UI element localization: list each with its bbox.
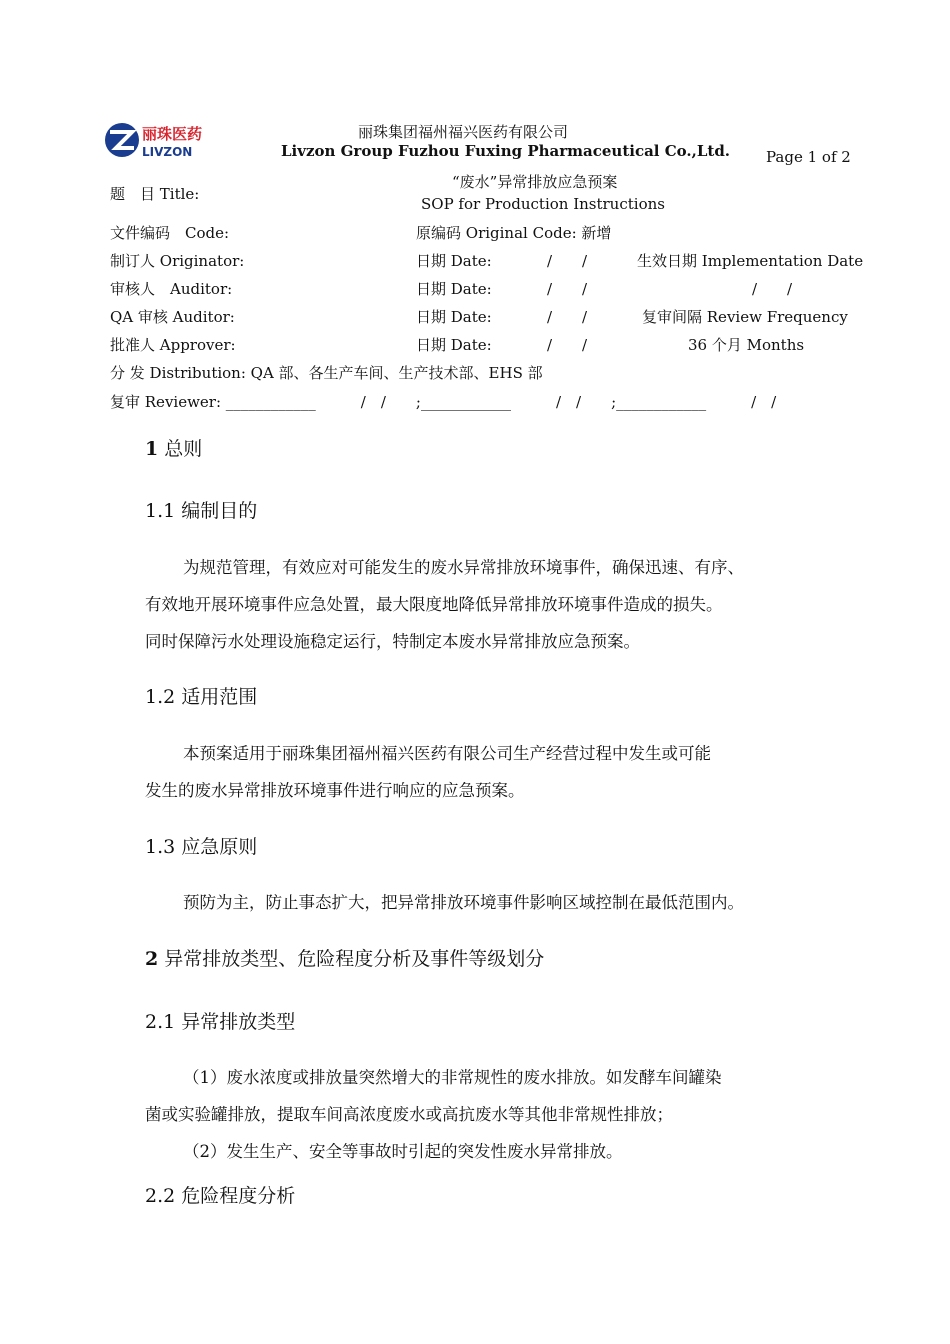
logo-text-en: LIVZON (142, 145, 193, 159)
section-1-2-heading: 1.2 适用范围 (145, 686, 258, 708)
implementation-date-slashes: / / (752, 280, 793, 298)
company-name-cn: 丽珠集团福州福兴医药有限公司 (358, 123, 569, 141)
code-label: 文件编码 Code: (110, 224, 230, 242)
originator-label: 制订人 Originator: (110, 252, 245, 270)
originator-date-label: 日期 Date: (416, 252, 492, 270)
section-1-title: 总则 (158, 438, 203, 460)
section-2-title: 异常排放类型、危险程度分析及事件等级划分 (158, 948, 545, 970)
qa-date-slashes: / / (547, 308, 588, 326)
qa-auditor-label: QA 审核 Auditor: (110, 308, 235, 326)
approver-date-label: 日期 Date: (416, 336, 492, 354)
qa-date-label: 日期 Date: (416, 308, 492, 326)
approver-label: 批准人 Approver: (110, 336, 236, 354)
section-2-number: 2 (145, 948, 159, 970)
section-1-3-heading: 1.3 应急原则 (145, 836, 258, 858)
auditor-date-label: 日期 Date: (416, 280, 492, 298)
originator-date-slashes: / / (547, 252, 588, 270)
para-2-1-line-3: （2）发生生产、安全等事故时引起的突发性废水异常排放。 (183, 1142, 623, 1161)
auditor-label: 审核人 Auditor: (110, 280, 233, 298)
approver-date-slashes: / / (547, 336, 588, 354)
section-1-number: 1 (145, 438, 159, 460)
para-1-2-line-2: 发生的废水异常排放环境事件进行响应的应急预案。 (145, 781, 525, 800)
company-name-en: Livzon Group Fuzhou Fuxing Pharmaceutical Co.,Ltd. (281, 142, 731, 160)
livzon-logo-icon (104, 121, 210, 159)
document-title-cn: “废水”异常排放应急预案 (452, 173, 618, 191)
logo-text-cn: 丽珠医药 (142, 125, 203, 143)
original-code: 原编码 Original Code: 新增 (416, 224, 612, 242)
section-2-heading (145, 944, 544, 971)
page-number: Page 1 of 2 (766, 148, 851, 166)
para-2-1-line-2: 菌或实验罐排放，提取车间高浓度废水或高抗废水等其他非常规性排放； (145, 1105, 673, 1124)
para-2-1-line-1: （1）废水浓度或排放量突然增大的非常规性的废水排放。如发酵车间罐染 (183, 1068, 722, 1087)
implementation-date-label: 生效日期 Implementation Date (637, 252, 864, 270)
title-label: 题 目 Title: (110, 185, 200, 203)
review-frequency-value: 36 个月 Months (688, 336, 805, 354)
review-frequency-label: 复审间隔 Review Frequency (642, 308, 848, 326)
auditor-date-slashes: / / (547, 280, 588, 298)
para-1-1-line-2: 有效地开展环境事件应急处置，最大限度地降低异常排放环境事件造成的损失。 (145, 595, 723, 614)
section-1-heading (145, 434, 202, 461)
company-logo (104, 121, 210, 159)
section-1-1-heading: 1.1 编制目的 (145, 500, 258, 522)
para-1-1-line-1: 为规范管理，有效应对可能发生的废水异常排放环境事件，确保迅速、有序、 (183, 558, 744, 577)
para-1-1-line-3: 同时保障污水处理设施稳定运行，特制定本废水异常排放应急预案。 (145, 632, 640, 651)
section-2-1-heading: 2.1 异常排放类型 (145, 1011, 296, 1033)
reviewer-line: 复审 Reviewer: ____________ / / ;____________ / / ;____________ / / (110, 393, 777, 411)
document-title-en: SOP for Production Instructions (421, 195, 665, 213)
section-2-2-heading: 2.2 危险程度分析 (145, 1185, 296, 1207)
distribution-line: 分 发 Distribution: QA 部、各生产车间、生产技术部、EHS 部 (110, 364, 543, 382)
para-1-2-line-1: 本预案适用于丽珠集团福州福兴医药有限公司生产经营过程中发生或可能 (183, 744, 711, 763)
para-1-3-line-1: 预防为主，防止事态扩大，把异常排放环境事件影响区域控制在最低范围内。 (183, 893, 744, 912)
